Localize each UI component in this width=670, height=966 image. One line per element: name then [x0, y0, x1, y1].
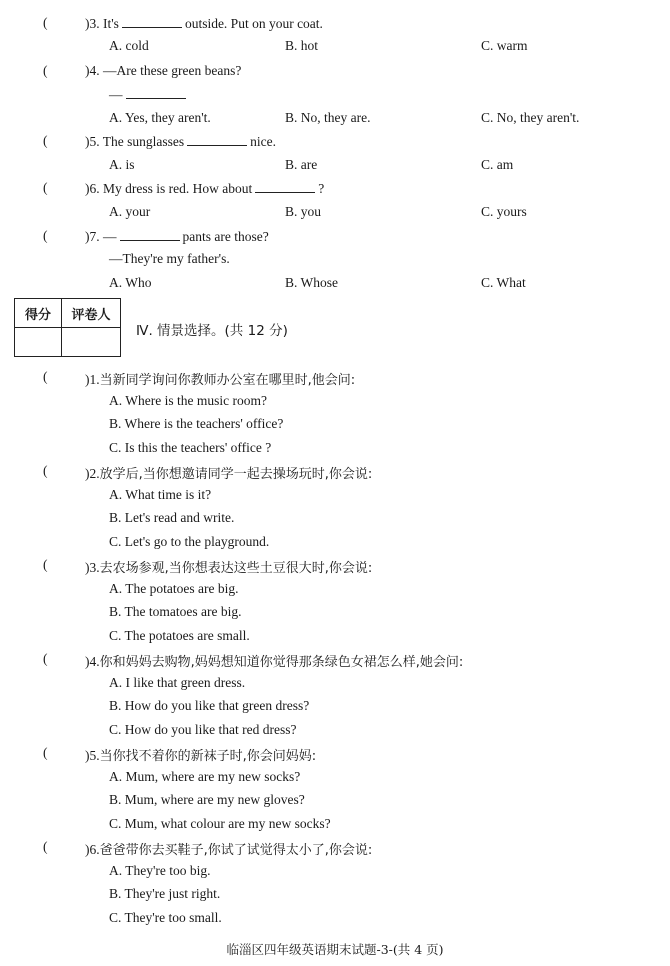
answer-paren: ( — [43, 839, 48, 854]
option-a[interactable]: A. They're too big. — [109, 862, 211, 878]
option-b[interactable]: B. Where is the teachers' office? — [109, 416, 284, 431]
reply-line: — — [109, 86, 189, 103]
option-a[interactable]: A. Who — [109, 275, 152, 290]
answer-paren: ( — [43, 228, 48, 243]
option-c[interactable]: C. The potatoes are small. — [109, 627, 250, 643]
page-footer: 临淄区四年级英语期末试题-3-(共 4 页) — [226, 942, 444, 957]
answer-paren: ( — [43, 63, 48, 78]
question-stem — [85, 651, 463, 670]
question-text: 去农场参观,当你想表达这些土豆很大时,你会说: — [99, 561, 373, 576]
option-c[interactable]: C. am — [481, 157, 514, 172]
grader-cell[interactable] — [62, 328, 121, 357]
option-a[interactable]: A. The potatoes are big. — [109, 580, 239, 596]
option-a[interactable]: A. cold — [109, 38, 149, 53]
answer-blank[interactable] — [255, 180, 315, 193]
option-b[interactable]: B. Whose — [285, 275, 338, 290]
question-stem: )5. The sunglasses nice. — [85, 134, 277, 149]
option-c[interactable]: C. What — [481, 275, 526, 290]
answer-paren: ( — [43, 463, 48, 478]
question-text: 爸爸带你去买鞋子,你试了试觉得太小了,你会说: — [99, 843, 373, 858]
option-a[interactable]: A. What time is it? — [109, 486, 212, 502]
option-b[interactable]: B. are — [285, 157, 318, 172]
score-table — [14, 298, 121, 357]
option-b[interactable]: B. How do you like that green dress? — [109, 698, 310, 713]
reply-line: —They're my father's. — [109, 251, 230, 266]
option-c[interactable]: C. They're too small. — [109, 909, 222, 925]
option-b[interactable]: B. They're just right. — [109, 886, 221, 901]
answer-blank[interactable] — [187, 133, 247, 146]
question-stem: )6. My dress is red. How about ? — [85, 181, 325, 196]
answer-paren: ( — [43, 369, 48, 384]
question-text: 当新同学询问你教师办公室在哪里时,他会问: — [99, 373, 356, 388]
option-b[interactable]: B. No, they are. — [285, 110, 371, 125]
question-number: )6. — [85, 842, 100, 857]
grader-header: 评卷人 — [62, 299, 121, 328]
option-b[interactable]: B. Let's read and write. — [109, 510, 235, 525]
option-a[interactable]: A. is — [109, 157, 135, 172]
option-c[interactable]: C. warm — [481, 38, 528, 53]
score-header: 得分 — [15, 299, 62, 328]
option-c[interactable]: C. How do you like that red dress? — [109, 721, 297, 737]
section-title: Ⅳ. 情景选择。(共 12 分) — [136, 323, 288, 339]
option-b[interactable]: B. hot — [285, 38, 319, 53]
question-stem: )7. — pants are those? — [85, 229, 269, 244]
option-a[interactable]: A. I like that green dress. — [109, 674, 246, 690]
option-a[interactable]: A. Mum, where are my new socks? — [109, 768, 301, 784]
question-text: 你和妈妈去购物,妈妈想知道你觉得那条绿色女裙怎么样,她会问: — [99, 655, 464, 670]
answer-paren: ( — [43, 745, 48, 760]
option-a[interactable]: A. Where is the music room? — [109, 392, 267, 408]
answer-blank[interactable] — [126, 86, 186, 99]
answer-paren: ( — [43, 180, 48, 195]
option-a[interactable]: A. Yes, they aren't. — [109, 110, 211, 125]
option-c[interactable]: C. yours — [481, 204, 527, 219]
option-c[interactable]: C. Mum, what colour are my new socks? — [109, 815, 331, 831]
question-number: )3. — [85, 560, 100, 575]
option-c[interactable]: C. No, they aren't. — [481, 110, 580, 125]
option-b[interactable]: B. The tomatoes are big. — [109, 604, 242, 619]
question-stem — [85, 839, 372, 858]
question-stem: )3. It's outside. Put on your coat. — [85, 16, 323, 31]
answer-paren: ( — [43, 651, 48, 666]
option-a[interactable]: A. your — [109, 204, 151, 219]
question-number: )1. — [85, 372, 100, 387]
answer-paren: ( — [43, 557, 48, 572]
question-text: 当你找不着你的新袜子时,你会问妈妈: — [99, 749, 317, 764]
question-stem — [85, 369, 355, 388]
option-b[interactable]: B. you — [285, 204, 322, 219]
answer-paren: ( — [43, 15, 48, 30]
answer-paren: ( — [43, 133, 48, 148]
question-stem — [85, 745, 316, 764]
answer-blank[interactable] — [120, 228, 180, 241]
option-c[interactable]: C. Is this the teachers' office ? — [109, 439, 272, 455]
question-stem — [85, 463, 372, 482]
question-number: )4. — [85, 654, 100, 669]
question-number: )2. — [85, 466, 100, 481]
question-stem: )4. —Are these green beans? — [85, 63, 242, 78]
question-number: )5. — [85, 748, 100, 763]
option-b[interactable]: B. Mum, where are my new gloves? — [109, 792, 305, 807]
score-cell[interactable] — [15, 328, 62, 357]
answer-blank[interactable] — [122, 15, 182, 28]
question-stem — [85, 557, 372, 576]
option-c[interactable]: C. Let's go to the playground. — [109, 533, 270, 549]
question-text: 放学后,当你想邀请同学一起去操场玩时,你会说: — [99, 467, 373, 482]
